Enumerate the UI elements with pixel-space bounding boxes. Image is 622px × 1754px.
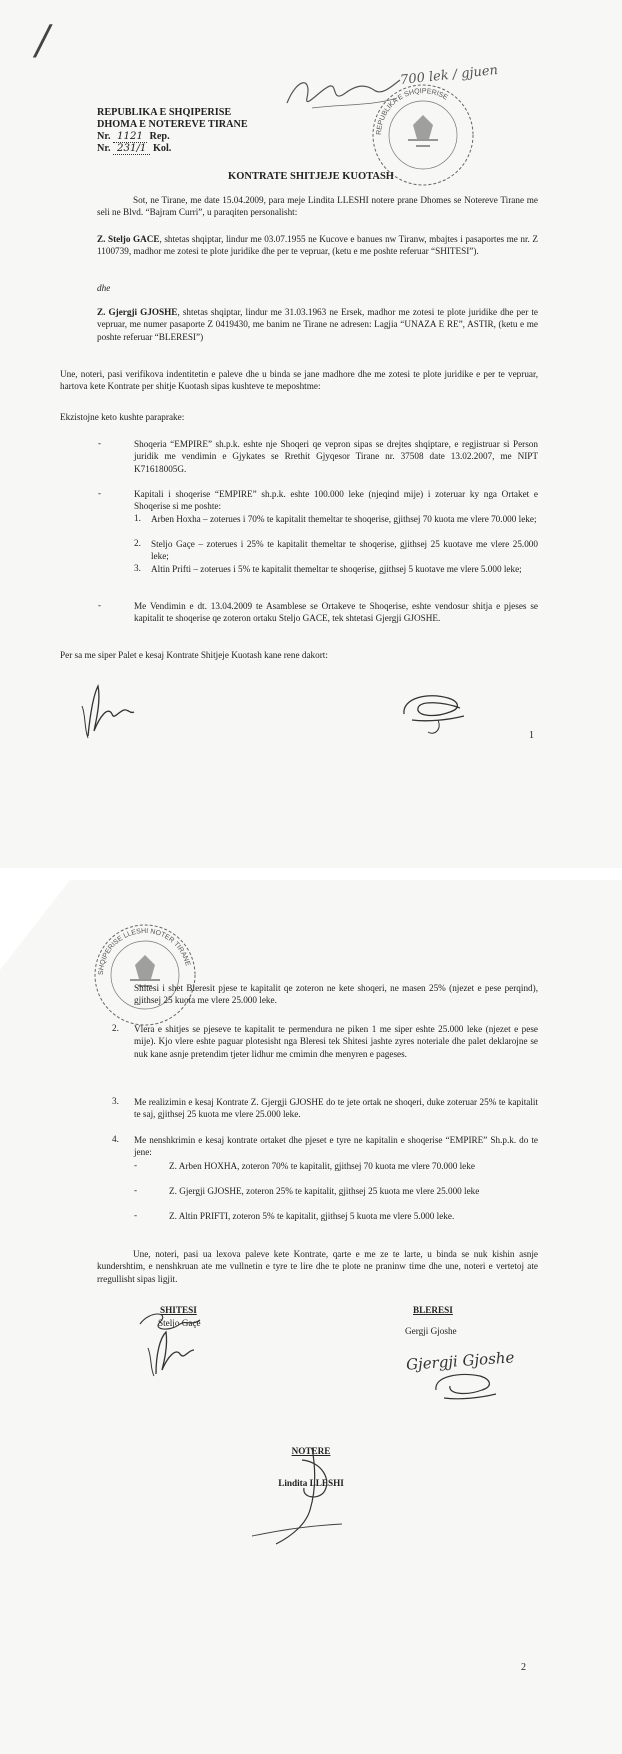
owner-dash-2: - — [134, 1185, 138, 1195]
seller-details: , shtetas shqiptar, lindur me 03.07.1955 ne Kucove e banues nw Tiranw, mbajtes i pasaportes me nr. Z 1100739, madhor me zotesi te plote juridike dhe per te vepruar, (ketu e me poshte referuar “SHITESI”). — [97, 234, 538, 257]
buyer-handwritten-name: Gjergji Gjoshe — [405, 1348, 515, 1374]
buyer-paragraph — [97, 306, 538, 343]
clause-4: Me nenshkrimin e kesaj kontrate ortaket dhe pjeset e tyre ne kapitalin e shoqerise “EMPIRE” Sh.p.k. do te jene: — [134, 1135, 538, 1158]
shareholder-3: Altin Prifti – zoterues i 5% te kapitalit themeltar te shoqerise, gjithsej 5 kuotave me vlere 5.000 leke; — [151, 564, 522, 574]
handwritten-page-mark: / — [36, 18, 50, 64]
final-owner-1: Z. Arben HOXHA, zoteron 70% te kapitalit, gjithsej 70 kuota me vlere 70.000 leke — [169, 1161, 475, 1171]
seller-signature — [130, 1302, 210, 1382]
seller-sig-name: Steljo Gaçe — [158, 1318, 201, 1328]
kol-number: 231/1 — [113, 143, 150, 155]
notary-seal-stamp-page2 — [90, 920, 200, 1030]
seal-text-2: SHQIPERISE LLESHI NOTER TIRANE — [97, 927, 191, 976]
buyer-label: BLERESI — [413, 1305, 453, 1315]
kol-label: Kol. — [152, 143, 172, 154]
shareholder-num-2: 2. — [134, 538, 141, 548]
agreement-line: Per sa me siper Palet e kesaj Kontrate Shitjeje Kuotash kane rene dakort: — [60, 650, 328, 660]
final-owner-3: Z. Altin PRIFTI, zoteron 5% te kapitalit, gjithsej 5 kuota me vlere 5.000 leke. — [169, 1211, 455, 1221]
bullet-dash-3: - — [98, 600, 102, 610]
notary-label: NOTERE — [291, 1446, 331, 1456]
seller-label: SHITESI — [160, 1305, 197, 1315]
seller-signature-page1 — [68, 676, 138, 746]
clause-num-3: 3. — [112, 1096, 119, 1106]
owner-dash-3: - — [134, 1210, 138, 1220]
clause-2: Vlera e shitjes se pjeseve te kapitalit te permendura ne piken 1 me siper eshte 25.000 leke (njezet e pese mije). Kjo vlere eshte paguar plotesisht nga Bleresi tek Shitesi jashte zyres noteriale dhe palet deklarojne se nuk kane asnje pretendim tjeter lidhur me cmimin dhe menyren e pageses. — [134, 1024, 538, 1059]
header-republic: REPUBLIKA E SHQIPERISE — [97, 107, 232, 118]
owner-dash-1: - — [134, 1160, 138, 1170]
seller-name: Z. Steljo GACE — [97, 234, 160, 244]
page-gap — [0, 868, 622, 880]
intro-paragraph — [97, 194, 538, 219]
contract-page-1 — [0, 0, 622, 868]
precondition-capital: Kapitali i shoqerise “EMPIRE” sh.p.k. eshte 100.000 leke (njeqind mije) i zoteruar ky nga Ortaket e Shoqerise si me poshte: — [134, 489, 538, 512]
header-kol-line — [97, 143, 171, 155]
notary-signature — [232, 1440, 362, 1550]
final-owner-2: Z. Gjergji GJOSHE, zoteron 25% te kapitalit, gjithsej 25 kuota me vlere 25.000 leke — [169, 1186, 480, 1196]
buyer-signature-page1 — [398, 690, 468, 740]
precondition-company: Shoqeria “EMPIRE” sh.p.k. eshte nje Shoqeri qe vepron sipas se drejtes shqiptare, e regjistruar si Person juridik me vendimin e Gjykates se Rrethit Gjyqesor Tirane nr. 37508 date 13.02.2007, me NIPT K71618005G. — [134, 439, 538, 474]
seal-text-1: REPUBLIKA E SHQIPERISE — [375, 87, 449, 136]
buyer-signature — [430, 1370, 500, 1410]
and-word: dhe — [97, 283, 111, 293]
preconditions-heading: Ekzistojne keto kushte paraprake: — [60, 412, 185, 422]
clause-num-2: 2. — [112, 1023, 119, 1033]
contract-title: KONTRATE SHITJEJE KUOTASH — [228, 171, 394, 182]
page-number-1: 1 — [529, 730, 534, 741]
verification-paragraph: Une, noteri, pasi verifikova indentitetin e paleve dhe u binda se jane madhore dhe me zotesi te plote juridike e per te vepruar, hartova kete Kontrate per shitje Kuotash sipas kushteve te meposhtme: — [60, 369, 538, 392]
bullet-dash-1: - — [98, 438, 102, 448]
rep-number: 1121 — [113, 131, 147, 143]
buyer-name: Z. Gjergji GJOSHE — [97, 307, 178, 317]
shareholder-2: Steljo Gaçe – zoterues i 25% te kapitalit themeltar te shoqerise, gjithsej 25 kuotave me vlere 25.000 leke; — [151, 539, 538, 562]
rep-label: Rep. — [149, 131, 170, 142]
notary-name: Lindita LLESHI — [278, 1478, 344, 1488]
intro-text: Sot, ne Tirane, me date 15.04.2009, para meje Lindita LLESHI notere prane Dhomes se Notereve Tirane me seli ne Blvd. “Bajram Curri”, u paraqiten personalisht: — [97, 195, 538, 218]
shareholder-1: Arben Hoxha – zoterues i 70% te kapitalit themeltar te shoqerise, gjithsej 70 kuota me vlere 70.000 leke; — [151, 514, 537, 524]
clause-num-4: 4. — [112, 1134, 119, 1144]
handwritten-fee: 700 lek / gjuen — [399, 62, 499, 89]
shareholder-num-3: 3. — [134, 563, 141, 573]
contract-page-2 — [0, 880, 622, 1754]
shareholder-num-1: 1. — [134, 513, 141, 523]
bullet-dash-2: - — [98, 488, 102, 498]
nr-label: Nr. — [97, 131, 111, 142]
clause-3: Me realizimin e kesaj Kontrate Z. Gjergji GJOSHE do te jete ortak ne shoqeri, duke zoteruar 25% te kapitalit te saj, gjithsej 25 kuota me vlere 25.000 leke. — [134, 1097, 538, 1120]
closing-paragraph: Une, noteri, pasi ua lexova paleve kete Kontrate, qarte e me ze te larte, u binda se nuk kishin asnje kundershtim, e nenshkruan ate me vullnetin e tyre te lire dhe te plote ne praninw time dhe une, noteri e vertetoj ate rregullisht sipas ligjit. — [97, 1249, 538, 1284]
header-chamber: DHOMA E NOTEREVE TIRANE — [97, 119, 248, 130]
svg-text:REPUBLIKA E SHQIPERISE — [376, 88, 449, 135]
page-number-2: 2 — [521, 1662, 526, 1673]
precondition-decision: Me Vendimin e dt. 13.04.2009 te Asamblese se Ortakeve te Shoqerise, eshte vendosur shitja e pjeses se kapitalit te shoqerise qe zoteron ortaku Steljo GACE, tek shtetasi Gjergji GJOSHE. — [134, 601, 538, 624]
nr-label-2: Nr. — [97, 143, 111, 154]
header-rep-line — [97, 131, 170, 143]
buyer-sig-name: Gergji Gjoshe — [405, 1326, 457, 1336]
buyer-details: , shtetas shqiptar, lindur me 31.03.1963 ne Ersek, madhor me zotesi te plote juridike dhe per te vepruar, me numer pasaporte Z 0419430, me banim ne Tirane ne adresen: Lagjia “UNAZA E RE”, ASTIR, (ketu e me poshte referuar “BLERESI”) — [97, 307, 539, 342]
clause-1: Shitesi i shet Bleresit pjese te kapitalit qe zoteron ne kete shoqeri, ne masen 25% (njezet e pese perqind), gjithsej 25 kuota me vlere 25.000 leke. — [134, 983, 538, 1006]
seller-paragraph — [97, 233, 538, 258]
